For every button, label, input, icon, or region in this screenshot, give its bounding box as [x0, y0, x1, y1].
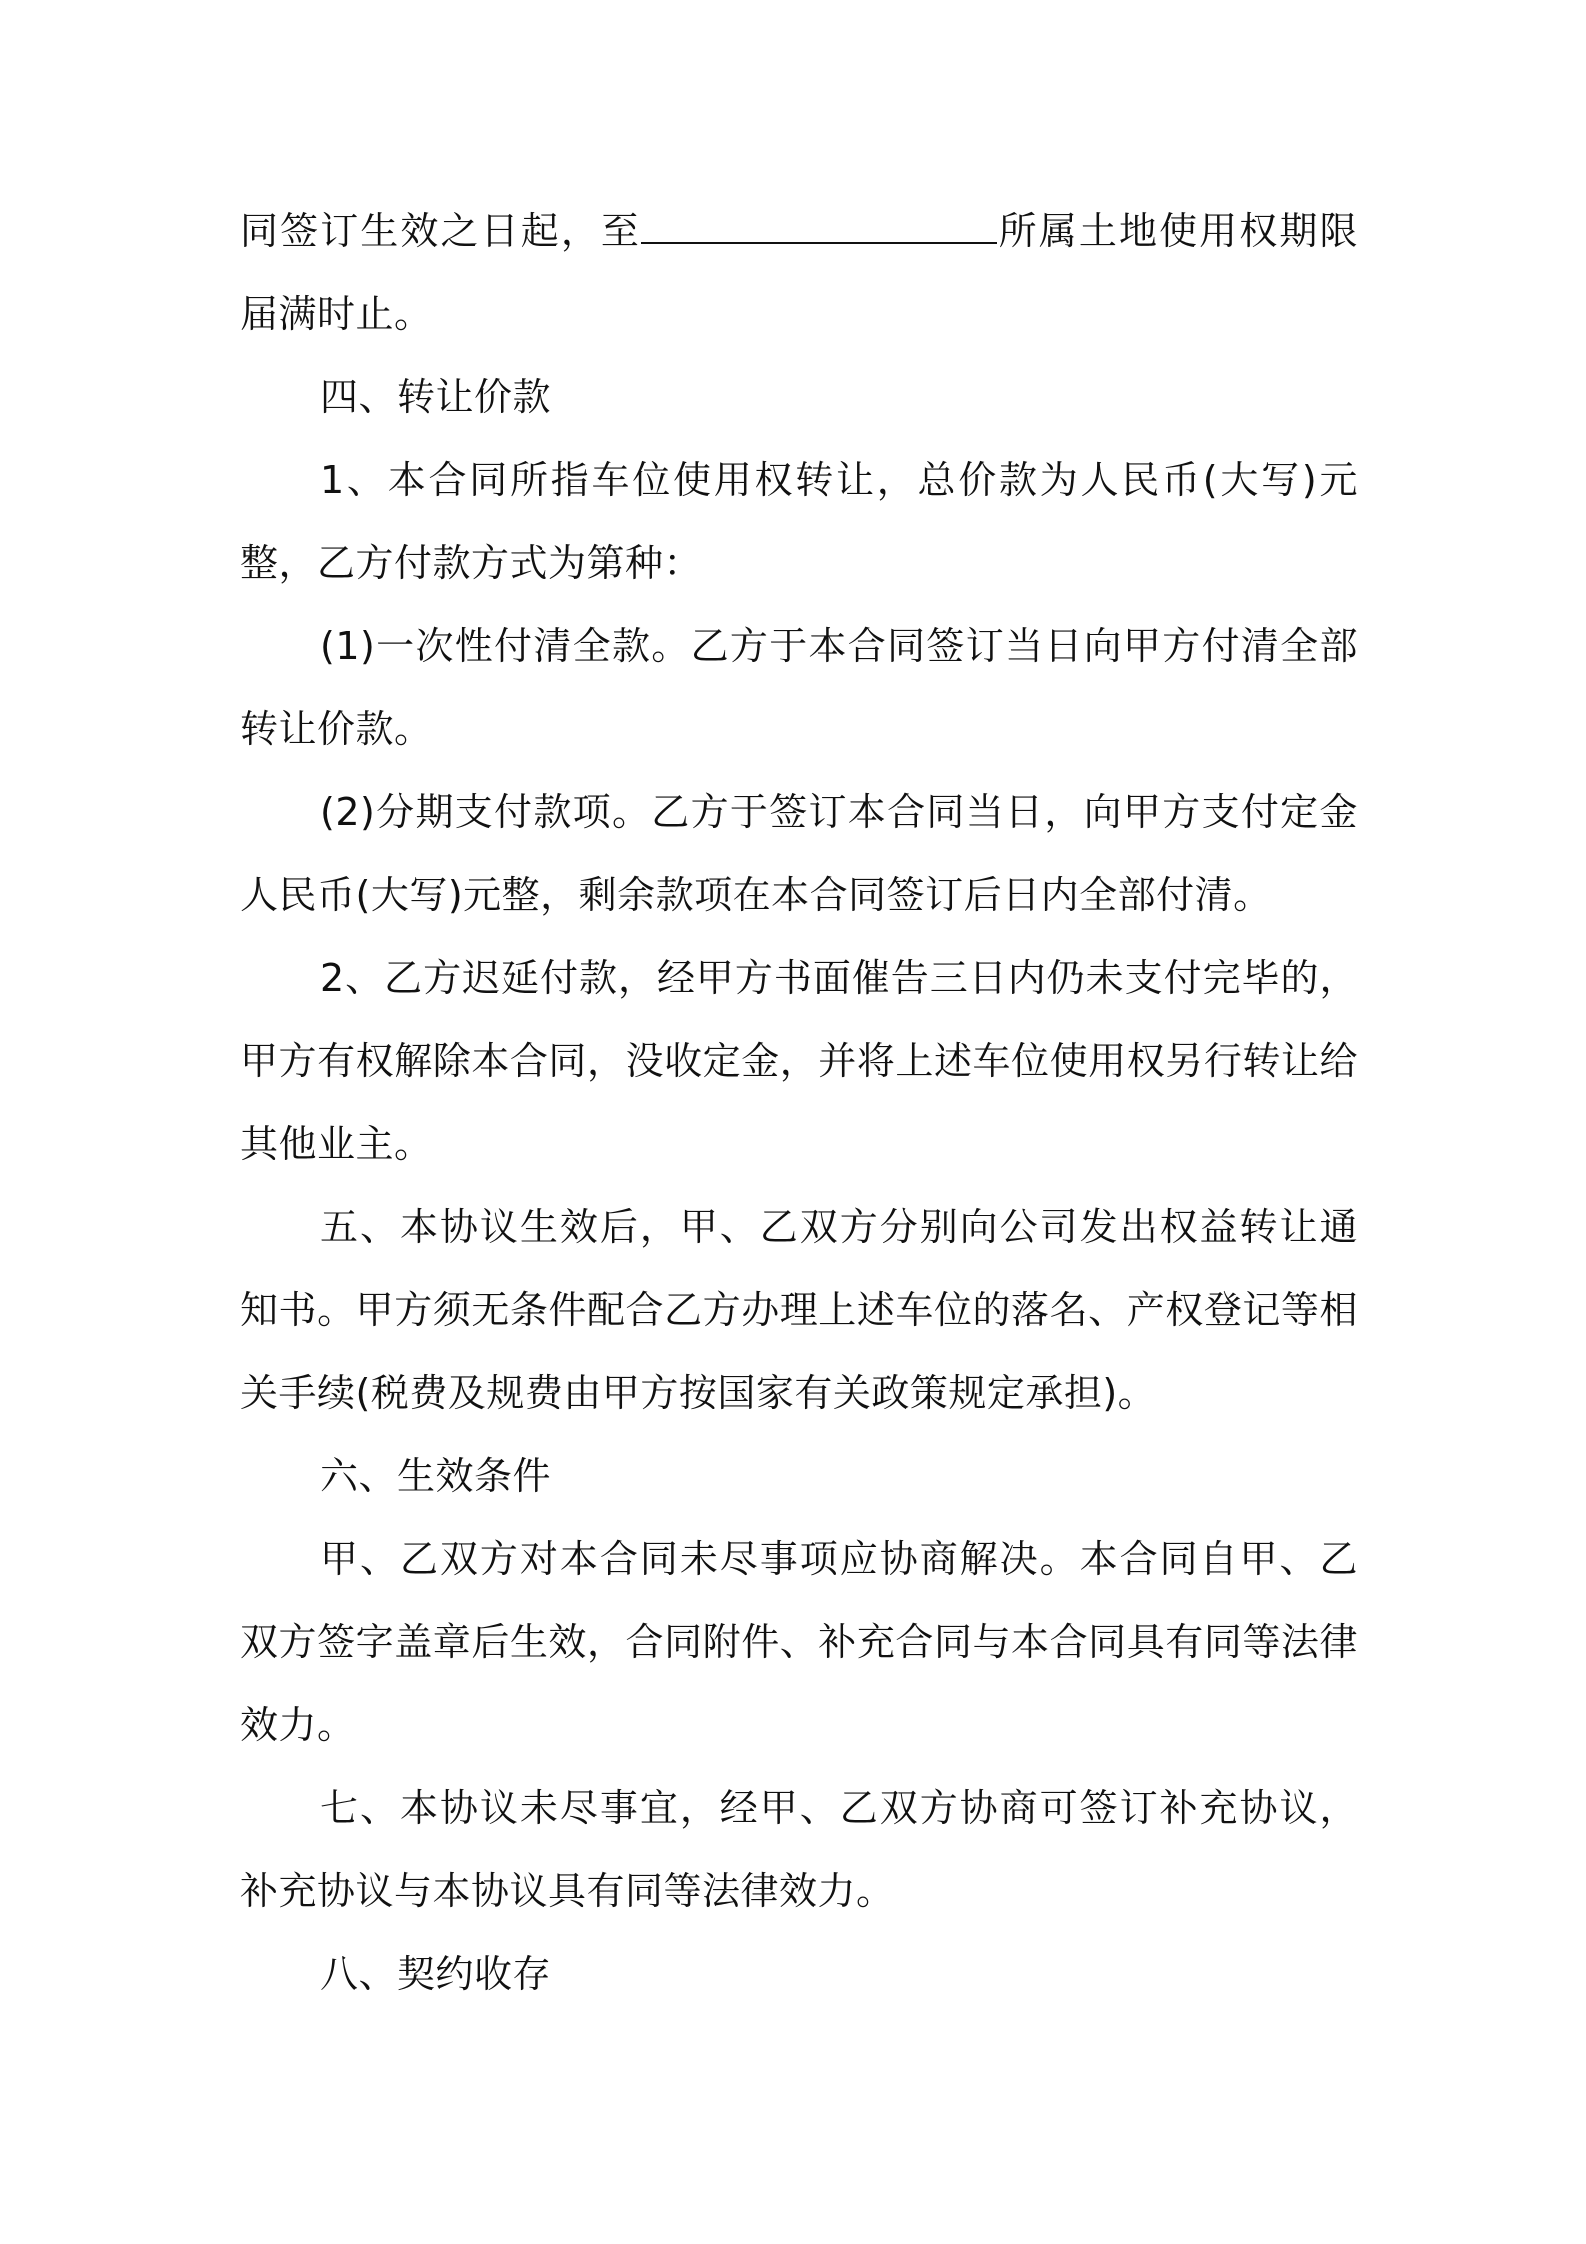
- document-page: [240, 190, 1358, 2016]
- section-heading-effective-conditions: 六、生效条件: [320, 1454, 552, 1498]
- fill-in-blank: [641, 212, 997, 244]
- paragraph-payment-option-2: (2)分期支付款项。乙方于签订本合同当日，向甲方支付定金人民币(大写)元整，剩余款项在本合同签订后日内全部付清。: [240, 790, 1358, 917]
- validity-term-text-end: 所属土地使用权期限届满时止。: [240, 209, 1358, 336]
- validity-term-text: 同签订生效之日起，至: [240, 209, 642, 253]
- section-heading-contract-custody: 八、契约收存: [320, 1952, 552, 1996]
- paragraph-total-price: 1、本合同所指车位使用权转让，总价款为人民币(大写)元整，乙方付款方式为第种：: [240, 458, 1358, 585]
- paragraph-payment-option-1: (1)一次性付清全款。乙方于本合同签订当日向甲方付清全部转让价款。: [240, 624, 1358, 751]
- paragraph-validity-term: [240, 190, 1358, 356]
- paragraph-rights-transfer-notice: 五、本协议生效后，甲、乙双方分别向公司发出权益转让通知书。甲方须无条件配合乙方办理上述车位的落名、产权登记等相关手续(税费及规费由甲方按国家有关政策规定承担)。: [240, 1205, 1358, 1415]
- section-heading-transfer-price: 四、转让价款: [320, 375, 552, 419]
- paragraph-late-payment: 2、乙方迟延付款，经甲方书面催告三日内仍未支付完毕的，甲方有权解除本合同，没收定金，并将上述车位使用权另行转让给其他业主。: [240, 956, 1358, 1166]
- paragraph-supplementary-agreement: 七、本协议未尽事宜，经甲、乙双方协商可签订补充协议，补充协议与本协议具有同等法律效力。: [240, 1786, 1358, 1913]
- paragraph-effective-conditions: 甲、乙双方对本合同未尽事项应协商解决。本合同自甲、乙双方签字盖章后生效，合同附件、补充合同与本合同具有同等法律效力。: [240, 1537, 1358, 1747]
